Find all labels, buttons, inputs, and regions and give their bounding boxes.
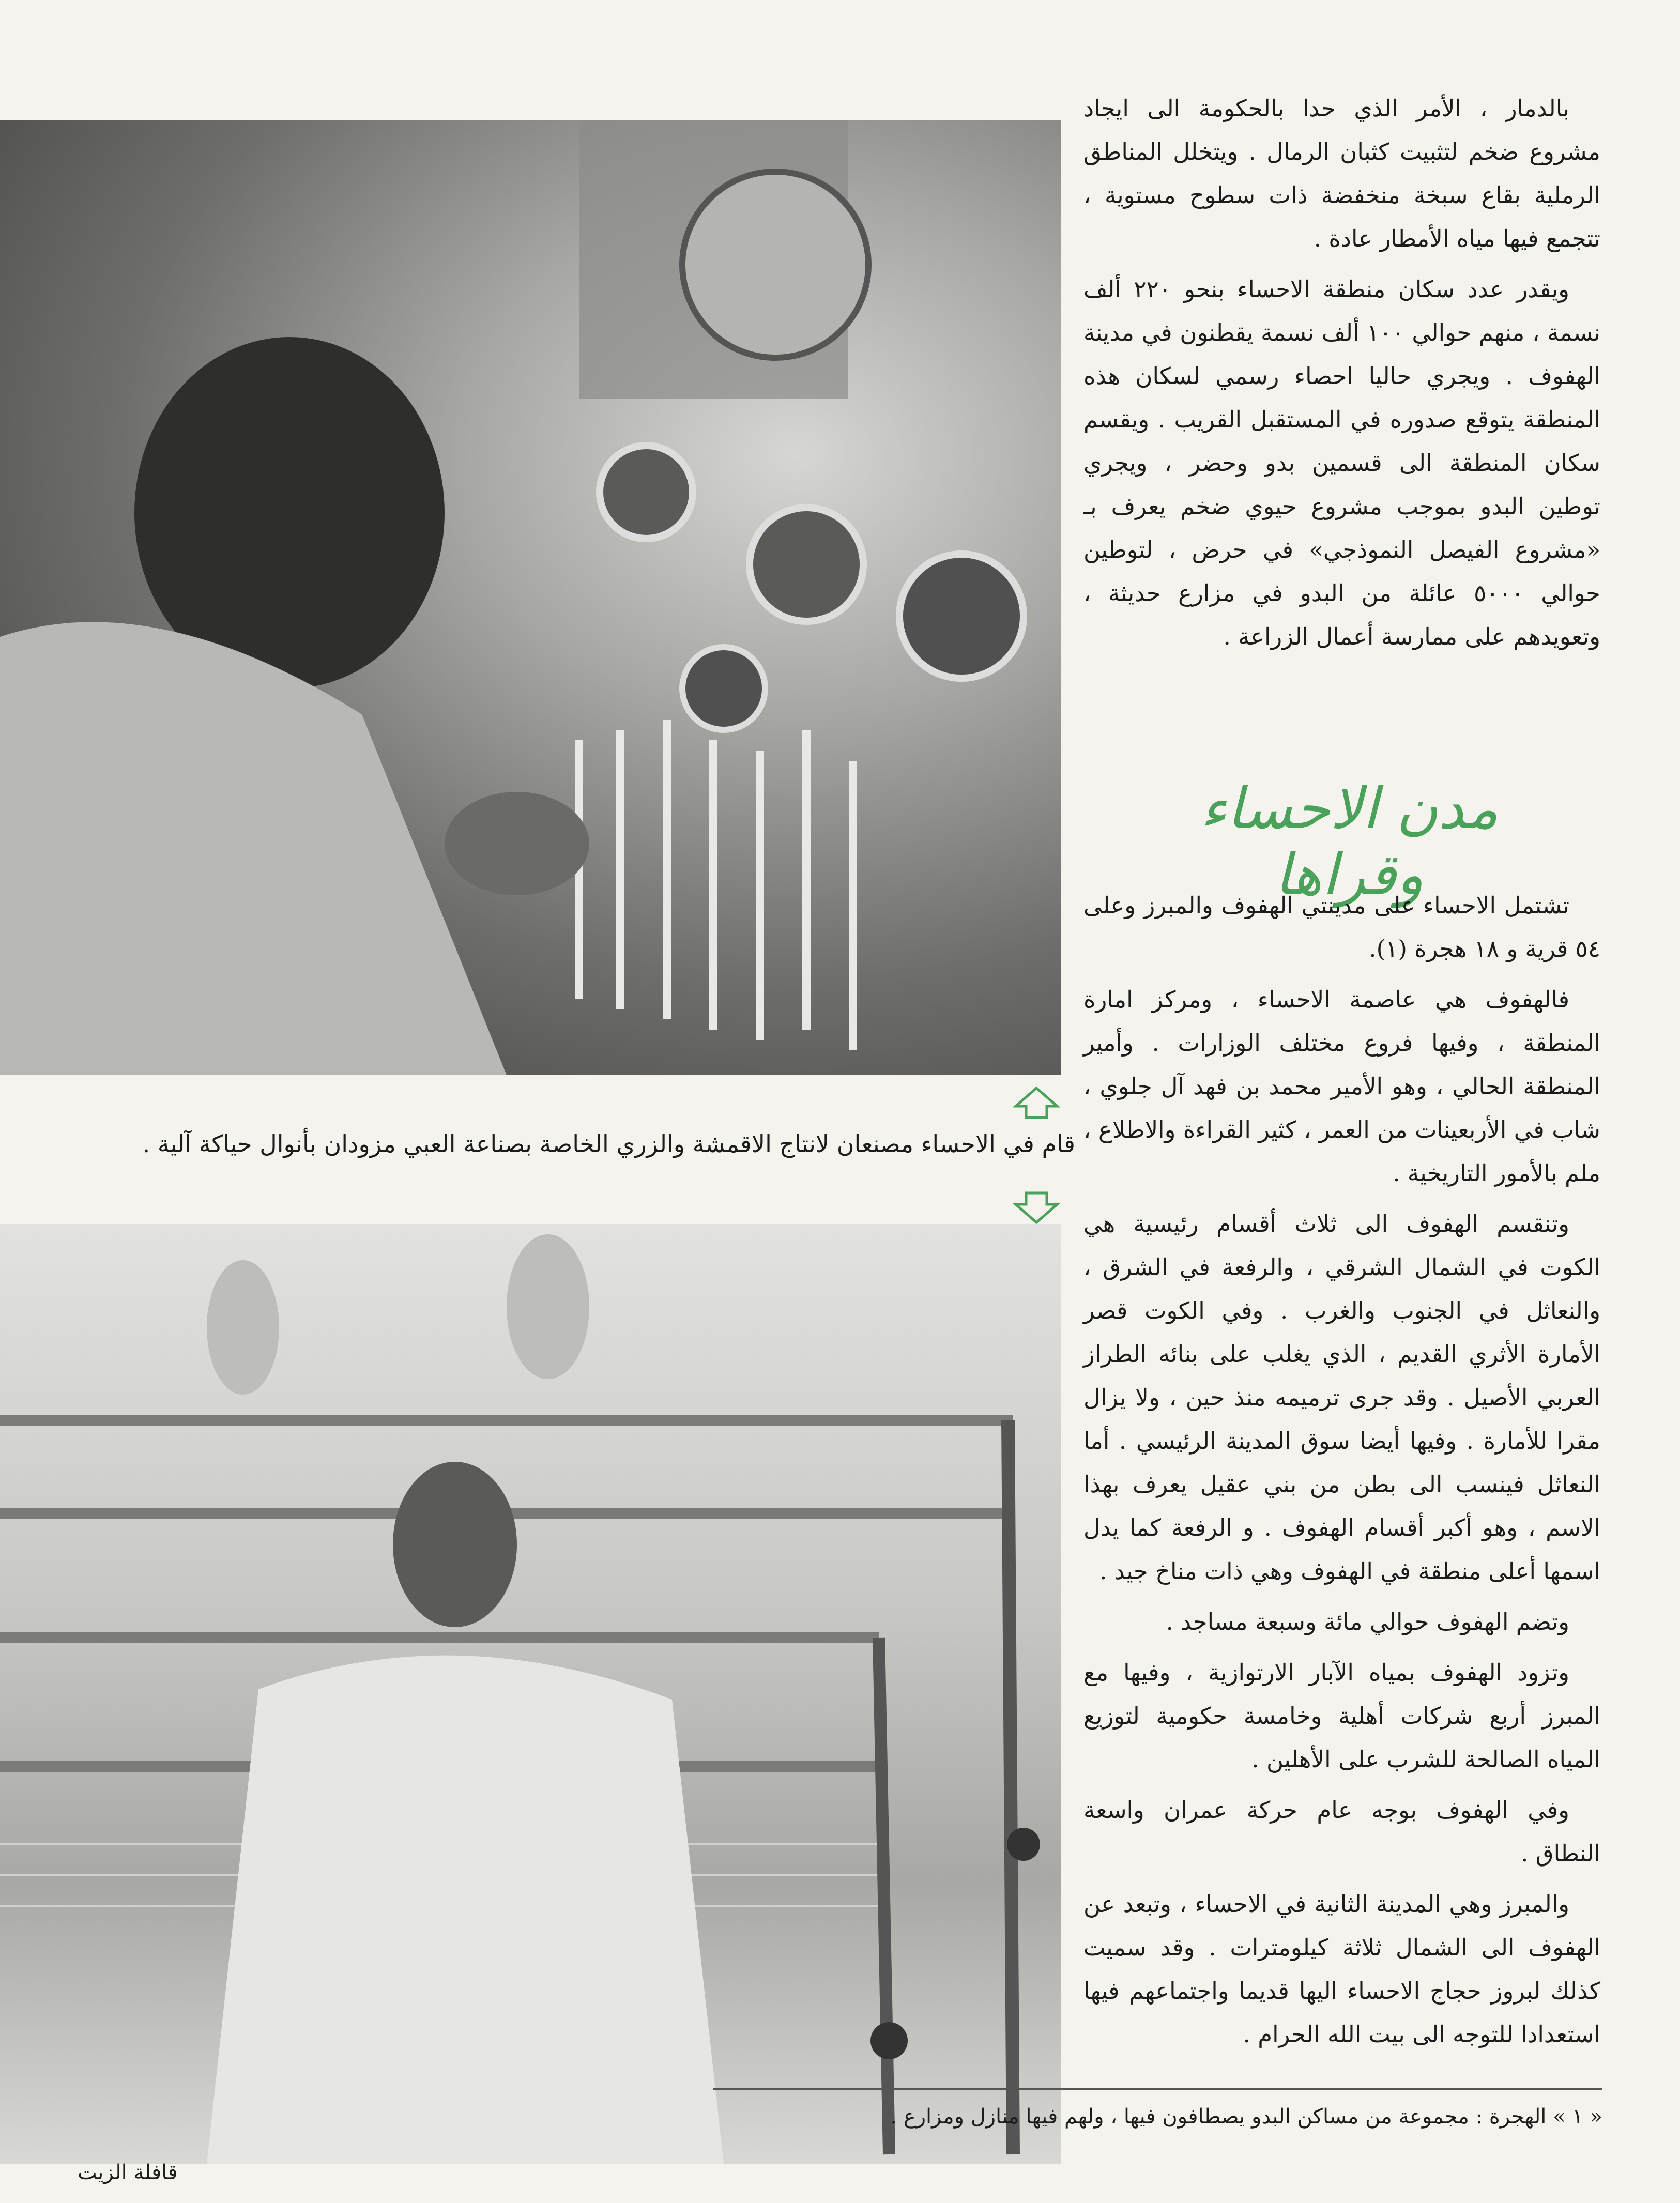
machinery-illustration	[0, 120, 1061, 1075]
article-paragraph: وفي الهفوف بوجه عام حركة عمران واسعة النطاق .	[1083, 1796, 1600, 1867]
loom-machinery-photo	[0, 120, 1061, 1075]
article-paragraph: وتزود الهفوف بمياه الآبار الارتوازية ، وفيها مع المبرز أربع شركات أهلية وخامسة حكومية لتوزيع المياه الصالحة للشرب على الأهلين .	[1083, 1659, 1600, 1773]
footnote: « ١ » الهجرة : مجموعة من مساكن البدو يصطافون فيها ، ولهم فيها منازل ومزارع .	[890, 2105, 1602, 2129]
article-paragraph: بالدمار ، الأمر الذي حدا بالحكومة الى ايجاد مشروع ضخم لتثبيت كثبان الرمال . ويتخلل المناطق الرملية بقاع سبخة منخفضة ذات سطوح مستوية ، تتجمع فيها مياه الأمطار عادة .	[1083, 95, 1600, 252]
weaver-loom-photo	[0, 1224, 1061, 2164]
section-heading: مدن الاحساء وقراها	[1200, 775, 1499, 908]
magazine-name: قافلة الزيت	[78, 2161, 178, 2184]
article-paragraph: ويقدر عدد سكان منطقة الاحساء بنحو ٢٢٠ ألف نسمة ، منهم حوالي ١٠٠ ألف نسمة يقطنون في مدينة الهفوف . ويجري حاليا احصاء رسمي لسكان هذه المنطقة يتوقع صدوره في المستقبل القريب . ويقسم سكان المنطقة الى قسمين بدو وحضر ، ويجري توطين البدو بموجب مشروع حيوي ضخم يعرف بـ «مشروع الفيصل النموذجي» في حرض ، لتوطين حوالي ٥٠٠٠ عائلة من البدو في مزارع حديثة ، وتعويدهم على ممارسة أعمال الزراعة .	[1083, 276, 1600, 650]
loom-illustration	[0, 1224, 1061, 2164]
article-paragraph: وتضم الهفوف حوالي مائة وسبعة مساجد .	[1166, 1608, 1569, 1635]
article-column-bottom	[1083, 884, 1600, 2063]
arrow-up-icon	[1013, 1085, 1060, 1122]
article-paragraph: تشتمل الاحساء على مدينتي الهفوف والمبرز وعلى ٥٤ قرية و ١٨ هجرة (١).	[1083, 892, 1600, 962]
arrow-down-icon	[1013, 1189, 1060, 1225]
article-column-top	[1083, 87, 1600, 666]
article-paragraph: والمبرز وهي المدينة الثانية في الاحساء ، وتبعد عن الهفوف الى الشمال ثلاثة كيلومترات . وقد سميت كذلك لبروز حجاج الاحساء اليها قديما واجتماعهم فيها استعدادا للتوجه الى بيت الله الحرام .	[1083, 1890, 1600, 2048]
footnote-divider	[713, 2088, 1602, 2090]
article-paragraph: فالهفوف هي عاصمة الاحساء ، ومركز امارة المنطقة ، وفيها فروع مختلف الوزارات . وأمير المنطقة الحالي ، وهو الأمير محمد بن فهد آل جلوي ، شاب في الأربعينات من العمر ، كثير القراءة والاطلاع ، ملم بالأمور التاريخية .	[1083, 986, 1600, 1187]
photo-caption: قام في الاحساء مصنعان لانتاج الاقمشة والزري الخاصة بصناعة العبي مزودان بأنوال حياكة آلية .	[142, 1130, 1075, 1158]
article-paragraph: وتنقسم الهفوف الى ثلاث أقسام رئيسية هي الكوت في الشمال الشرقي ، والرفعة في الشرق ، والنعاثل في الجنوب والغرب . وفي الكوت قصر الأمارة الأثري القديم ، الذي يغلب على بنائه الطراز العربي الأصيل . وقد جرى ترميمه منذ حين ، ولا يزال مقرا للأمارة . وفيها أيضا سوق المدينة الرئيسي . أما النعاثل فينسب الى بطن من بني عقيل يعرف بهذا الاسم ، وهو أكبر أقسام الهفوف . و الرفعة كما يدل اسمها أعلى منطقة في الهفوف وهي ذات مناخ جيد .	[1083, 1210, 1600, 1585]
